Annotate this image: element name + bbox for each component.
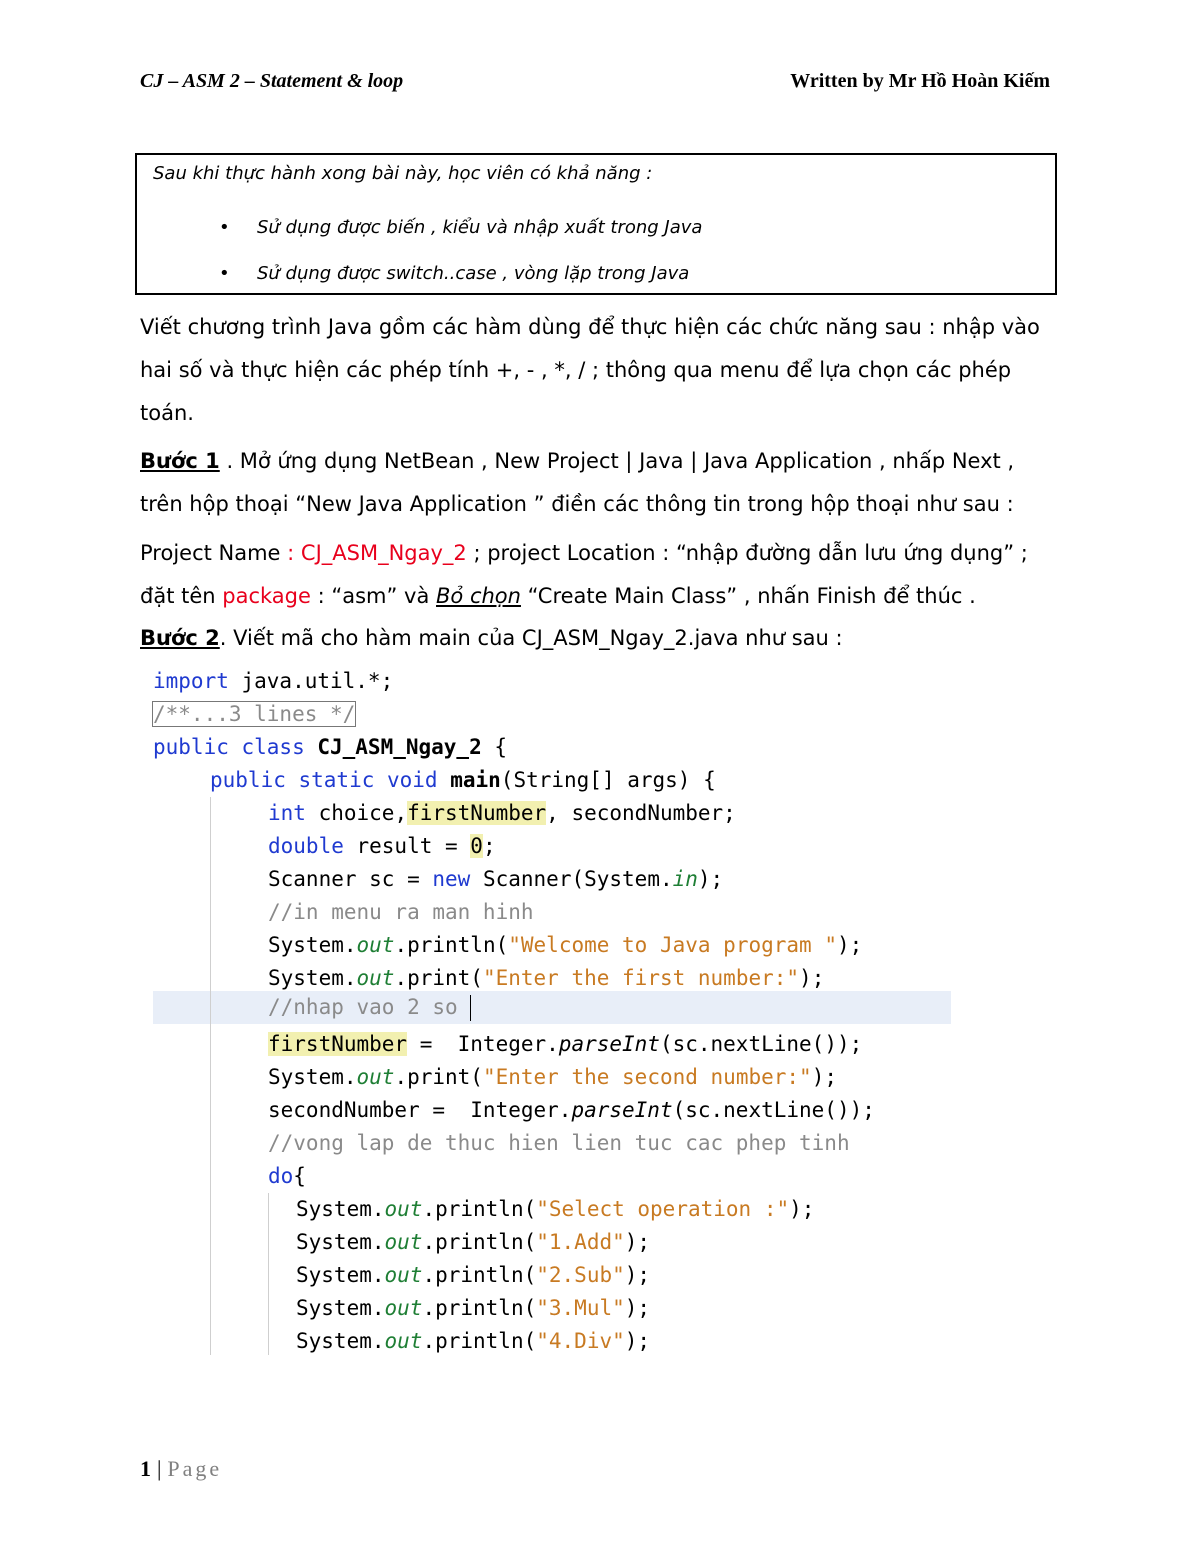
code-line xyxy=(153,698,355,731)
code-screenshot xyxy=(153,665,953,1355)
code-line: //vong lap de thuc hien lien tuc cac phep tinh xyxy=(268,1131,850,1155)
indent-guide xyxy=(268,1193,269,1355)
code-line: import java.util.*; xyxy=(153,669,394,693)
step2-text: . Viết mã cho hàm main của CJ_ASM_Ngay_2.java như sau : xyxy=(219,626,843,650)
code-line: public static void main(String[] args) { xyxy=(210,768,716,792)
project-name-value: : CJ_ASM_Ngay_2 xyxy=(287,541,467,565)
header-title: CJ – ASM 2 – Statement & loop xyxy=(140,70,404,92)
folded-comment[interactable]: /**...3 lines */ xyxy=(153,702,356,726)
step2-label: Bước 2 xyxy=(140,626,220,650)
header-author: Written by Mr Hồ Hoàn Kiếm xyxy=(790,70,1050,92)
intro-paragraph: Viết chương trình Java gồm các hàm dùng để thực hiện các chức năng sau : nhập vào hai số và thực hiện các phép tính +, - , *, / ; thông qua menu để lựa chọn các phép toán. xyxy=(140,315,1040,425)
objectives-box xyxy=(135,153,1057,295)
package-word: package xyxy=(222,584,311,608)
bullet-icon: • xyxy=(219,263,230,284)
code-line: System.out.println("3.Mul"); xyxy=(296,1296,651,1320)
code-line: System.out.println("1.Add"); xyxy=(296,1230,651,1254)
page-label: Page xyxy=(167,1456,223,1481)
finish-text: “Create Main Class” , nhấn Finish để thúc . xyxy=(520,584,976,608)
objectives-title: Sau khi thực hành xong bài này, học viên có khả năng : xyxy=(153,163,653,184)
code-line: firstNumber = Integer.parseInt(sc.nextLine()); xyxy=(268,1032,863,1056)
objective-item xyxy=(219,217,703,238)
code-line: do{ xyxy=(268,1164,306,1188)
footer-separator: | xyxy=(157,1456,162,1481)
uncheck-word: Bỏ chọn xyxy=(436,584,521,608)
code-line: int choice,firstNumber, secondNumber; xyxy=(268,801,736,825)
code-line: secondNumber = Integer.parseInt(sc.nextLine()); xyxy=(268,1098,875,1122)
project-name-label: Project Name xyxy=(140,541,288,565)
objective-text: Sử dụng được biến , kiểu và nhập xuất trong Java xyxy=(257,217,703,238)
objective-text: Sử dụng được switch..case , vòng lặp trong Java xyxy=(257,263,690,284)
step2-paragraph xyxy=(140,617,1060,660)
step1-label: Bước 1 xyxy=(140,449,220,473)
code-line: //nhap vao 2 so xyxy=(268,995,471,1019)
code-line: System.out.println("4.Div"); xyxy=(296,1329,651,1353)
code-line: double result = 0; xyxy=(268,834,496,858)
code-line: public class CJ_ASM_Ngay_2 { xyxy=(153,735,508,759)
project-location-text: ; project Location : “nhập đường dẫn lưu ứng dụng” ; đặt tên xyxy=(140,541,1028,608)
code-line: System.out.print("Enter the second number:"); xyxy=(268,1065,837,1089)
code-line: System.out.println("Select operation :"); xyxy=(296,1197,815,1221)
package-value: : “asm” và xyxy=(310,584,437,608)
page-footer xyxy=(140,1456,222,1482)
objective-item xyxy=(219,263,690,284)
bullet-icon: • xyxy=(219,217,230,238)
step1-paragraph xyxy=(140,440,1060,526)
code-line: System.out.println("Welcome to Java program "); xyxy=(268,933,863,957)
code-line: Scanner sc = new Scanner(System.in); xyxy=(268,867,724,891)
indent-guide xyxy=(210,797,211,1355)
page-number: 1 xyxy=(140,1456,151,1481)
project-details-paragraph xyxy=(140,532,1060,618)
code-line: System.out.print("Enter the first number:"); xyxy=(268,966,825,990)
step1-text: . Mở ứng dụng NetBean , New Project | Java | Java Application , nhấp Next , trên hộp thoại “New Java Application ” điền các thông tin trong hộp thoại như sau : xyxy=(140,449,1015,516)
code-line: //in menu ra man hinh xyxy=(268,900,534,924)
text-caret xyxy=(470,995,471,1021)
code-line: System.out.println("2.Sub"); xyxy=(296,1263,651,1287)
